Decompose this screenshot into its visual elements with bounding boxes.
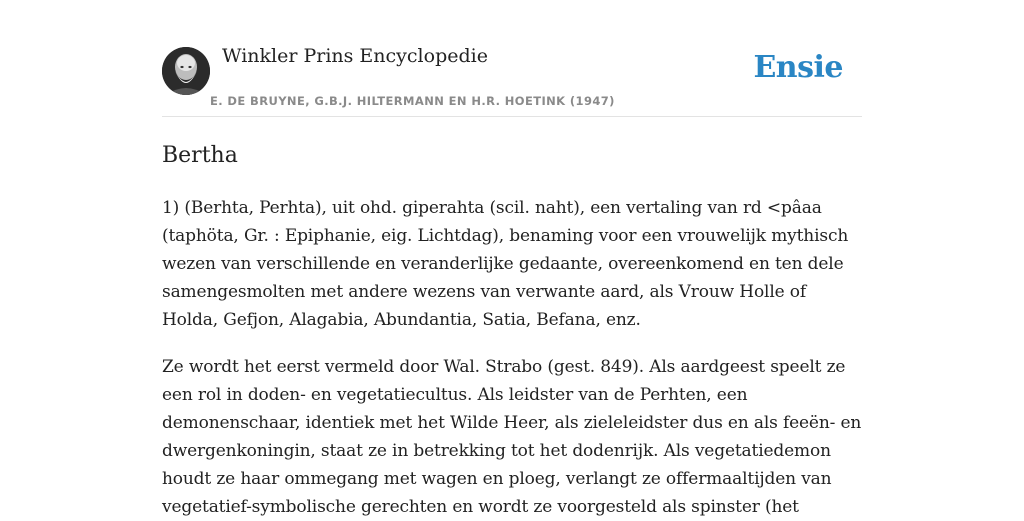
page	[162, 0, 862, 521]
brand-logo[interactable]: Ensie	[753, 50, 843, 85]
author-portrait-icon[interactable]	[162, 47, 210, 95]
paragraph: 1) (Berhta, Perhta), uit ohd. giperahta (scil. naht), een vertaling van rd <pâaa (taphöta, Gr. : Epiphanie, eig. Lichtdag), benaming voor een vrouwelijk mythisch wezen van verschillende en veranderlijke gedaante, overeenkomend en ten dele samengesmolten met andere wezens van verwante aard, als Vrouw Holle of Holda, Gefjon, Alagabia, Abundantia, Satia, Befana, enz.	[162, 198, 849, 330]
article-title: Bertha	[162, 143, 238, 168]
site-title[interactable]: Winkler Prins Encyclopedie	[222, 45, 488, 67]
paragraph: Ze wordt het eerst vermeld door Wal. Strabo (gest. 849). Als aardgeest speelt ze een rol in doden- en vegetatiecultus. Als leidster van de Perhten, een demonenschaar, identiek met het Wilde Heer, als zieleleidster dus en als feeën- en dwergenkoningin, staat ze in betrekking tot het dodenrijk. Als vegetatiedemon houdt ze haar ommegang met wagen en ploeg, verlangt ze offermaaltijden van vegetatief-symbolische gerechten en wordt ze voorgesteld als spinster (het	[162, 357, 862, 517]
article-body	[162, 194, 862, 521]
header	[162, 0, 862, 117]
authors-byline: E. DE BRUYNE, G.B.J. HILTERMANN EN H.R. HOETINK (1947)	[210, 94, 615, 108]
